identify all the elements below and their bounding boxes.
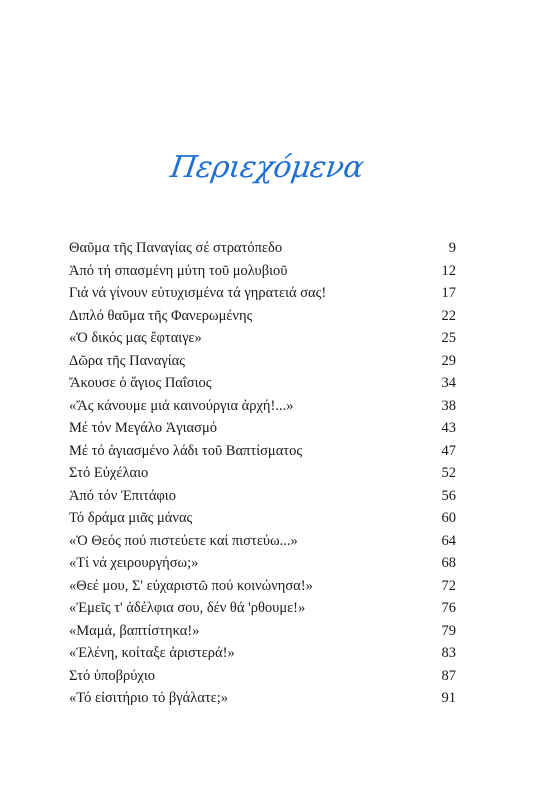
toc-entry	[69, 687, 456, 710]
toc-entry	[69, 372, 456, 395]
toc-entry-page-number: 87	[441, 667, 456, 684]
toc-entry	[69, 462, 456, 485]
toc-entry-page-number: 68	[441, 555, 456, 571]
toc-entry	[69, 597, 456, 620]
toc-entry	[69, 642, 456, 665]
toc-entry-title: Δῶρα τῆς Παναγίας	[69, 352, 185, 369]
toc-entry-page-number: 91	[441, 690, 456, 706]
toc-entry-title: «Ὁ Θεός πού πιστεύετε καί πιστεύω...»	[69, 532, 298, 549]
toc-entry-page-number: 25	[441, 330, 456, 346]
toc-entry-page-number: 38	[441, 397, 456, 414]
toc-entry-page-number: 47	[441, 442, 456, 459]
toc-entry-title: «Ἄς κάνουμε μιά καινούργια ἀρχή!...»	[69, 397, 294, 414]
toc-entry	[69, 440, 456, 463]
toc-entry-page-number: 76	[441, 600, 456, 616]
toc-entry-page-number: 83	[441, 645, 456, 661]
toc-entry	[69, 350, 456, 373]
toc-entry-page-number: 43	[441, 420, 456, 436]
toc-entry	[69, 552, 456, 575]
toc-entry-page-number: 9	[448, 240, 456, 256]
toc-entry-title: Στό Εὐχέλαιο	[69, 465, 149, 481]
toc-entry-title: «Ἑλένη, κοίταξε ἀριστερά!»	[69, 645, 235, 661]
toc-entry-title: «Ὁ δικός μας ἔφταιγε»	[69, 330, 202, 346]
toc-entry-title: «Τί νά χειρουργήσω;»	[69, 555, 199, 571]
toc-entry-title: «Τό εἰσιτήριο τό βγάλατε;»	[69, 690, 229, 706]
toc-entry-title: Γιά νά γίνουν εὐτυχισμένα τά γηρατειά σας!	[69, 285, 327, 301]
page-title: Περιεχόμενα	[168, 150, 366, 185]
toc-entry-title: «Μαμά, βαπτίστηκα!»	[69, 622, 200, 639]
toc-entry-page-number: 64	[441, 532, 456, 549]
toc-entry-page-number: 72	[441, 577, 456, 594]
toc-entry-page-number: 12	[441, 262, 456, 279]
toc-entry	[69, 260, 456, 283]
toc-entry	[69, 237, 456, 260]
toc-entry-title: Στό ὑποβρύχιο	[69, 667, 156, 684]
toc-entry	[69, 485, 456, 508]
toc-entry	[69, 417, 456, 440]
toc-entry-title: «Θεέ μου, Σ' εὐχαριστῶ πού κοινώνησα!»	[69, 577, 313, 594]
toc-entry	[69, 507, 456, 530]
toc-entry	[69, 282, 456, 305]
table-of-contents	[69, 237, 456, 710]
toc-entry-title: Διπλό θαῦμα τῆς Φανερωμένης	[69, 307, 253, 324]
toc-entry-page-number: 52	[441, 465, 456, 481]
toc-entry	[69, 305, 456, 328]
toc-entry-page-number: 34	[441, 375, 456, 391]
toc-entry	[69, 665, 456, 688]
toc-entry-title: Τό δράμα μιᾶς μάνας	[69, 510, 193, 526]
toc-entry-title: Ἀπό τόν Ἐπιτάφιο	[69, 487, 176, 504]
toc-entry-title: Μέ τό ἁγιασμένο λάδι τοῦ Βαπτίσματος	[69, 442, 303, 459]
toc-entry-title: Θαῦμα τῆς Παναγίας σέ στρατόπεδο	[69, 240, 283, 256]
toc-entry-page-number: 29	[441, 352, 456, 369]
toc-entry-title: Ἄκουσε ὁ ἅγιος Παΐσιος	[69, 375, 212, 391]
toc-entry	[69, 395, 456, 418]
toc-entry-title: Ἀπό τή σπασμένη μύτη τοῦ μολυβιοῦ	[69, 262, 288, 279]
toc-entry-page-number: 22	[441, 307, 456, 324]
toc-entry-page-number: 60	[441, 510, 456, 526]
toc-entry	[69, 575, 456, 598]
toc-entry-page-number: 56	[441, 487, 456, 504]
toc-entry-title: «Ἐμεῖς τ' ἀδέλφια σου, δέν θά 'ρθουμε!»	[69, 600, 306, 616]
toc-entry	[69, 327, 456, 350]
toc-entry	[69, 530, 456, 553]
toc-entry-page-number: 79	[441, 622, 456, 639]
toc-entry	[69, 620, 456, 643]
toc-entry-page-number: 17	[441, 285, 456, 301]
toc-entry-title: Μέ τόν Μεγάλο Ἁγιασμό	[69, 420, 217, 436]
